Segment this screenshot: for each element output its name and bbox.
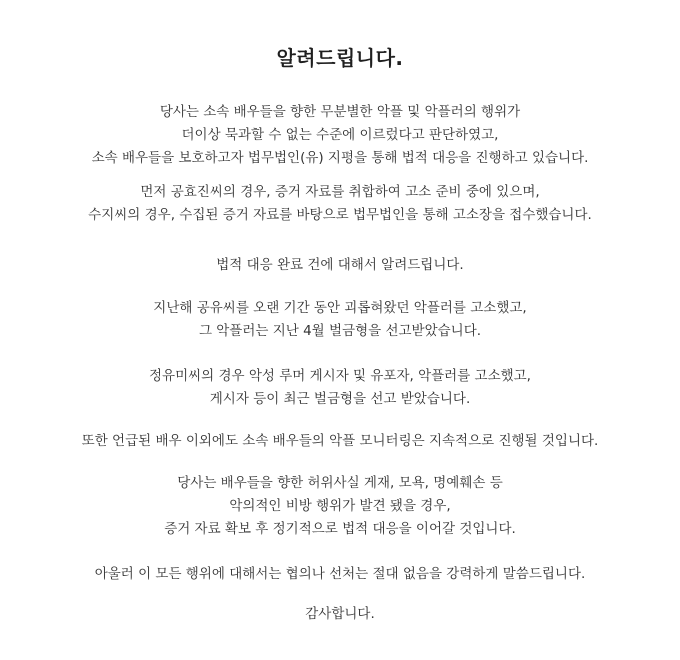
paragraph-monitoring [0,430,680,453]
paragraph-no-leniency [0,563,680,586]
paragraph-thanks [0,603,680,626]
text-line: 소속 배우들을 보호하고자 법무법인(유) 지평을 통해 법적 대응을 진행하고 있습니다. [91,150,589,166]
text-line: 법적 대응 완료 건에 대해서 알려드립니다. [216,257,464,273]
text-line: 증거 자료 확보 후 정기적으로 법적 대응을 이어갈 것입니다. [164,521,516,537]
text-line: 먼저 공효진씨의 경우, 증거 자료를 취합하여 고소 준비 중에 있으며, [140,184,540,200]
text-line: 당사는 소속 배우들을 향한 무분별한 악플 및 악플러의 행위가 [159,104,521,120]
text-line: 수지씨의 경우, 수집된 증거 자료를 바탕으로 법무법인을 통해 고소장을 접수했습니다. [88,207,592,223]
text-line: 악의적인 비방 행위가 발견 됐을 경우, [229,498,451,514]
text-line: 그 악플러는 지난 4월 벌금형을 선고받았습니다. [198,323,482,339]
paragraph-legal-action [0,101,680,170]
text-line: 당사는 배우들을 향한 허위사실 게재, 모욕, 명예훼손 등 [177,475,503,491]
notice-title: 알려드립니다. [276,46,404,70]
paragraph-future-action [0,472,680,541]
text-line: 또한 언급된 배우 이외에도 소속 배우들의 악플 모니터링은 지속적으로 진행될 것입니다. [81,433,599,449]
paragraph-current-cases [0,181,680,227]
paragraph-completed-intro [0,254,680,277]
paragraph-gongyoo-case [0,297,680,343]
text-line: 정유미씨의 경우 악성 루머 게시자 및 유포자, 악플러를 고소했고, [149,368,531,384]
paragraph-jungyumi-case [0,365,680,411]
text-line: 감사합니다. [305,606,375,622]
text-line: 지난해 공유씨를 오랜 기간 동안 괴롭혀왔던 악플러를 고소했고, [153,300,527,316]
text-line: 더이상 묵과할 수 없는 수준에 이르렀다고 판단하였고, [181,127,499,143]
text-line: 아울러 이 모든 행위에 대해서는 협의나 선처는 절대 없음을 강력하게 말씀드립니다. [94,566,586,582]
text-line: 게시자 등이 최근 벌금형을 선고 받았습니다. [209,391,471,407]
